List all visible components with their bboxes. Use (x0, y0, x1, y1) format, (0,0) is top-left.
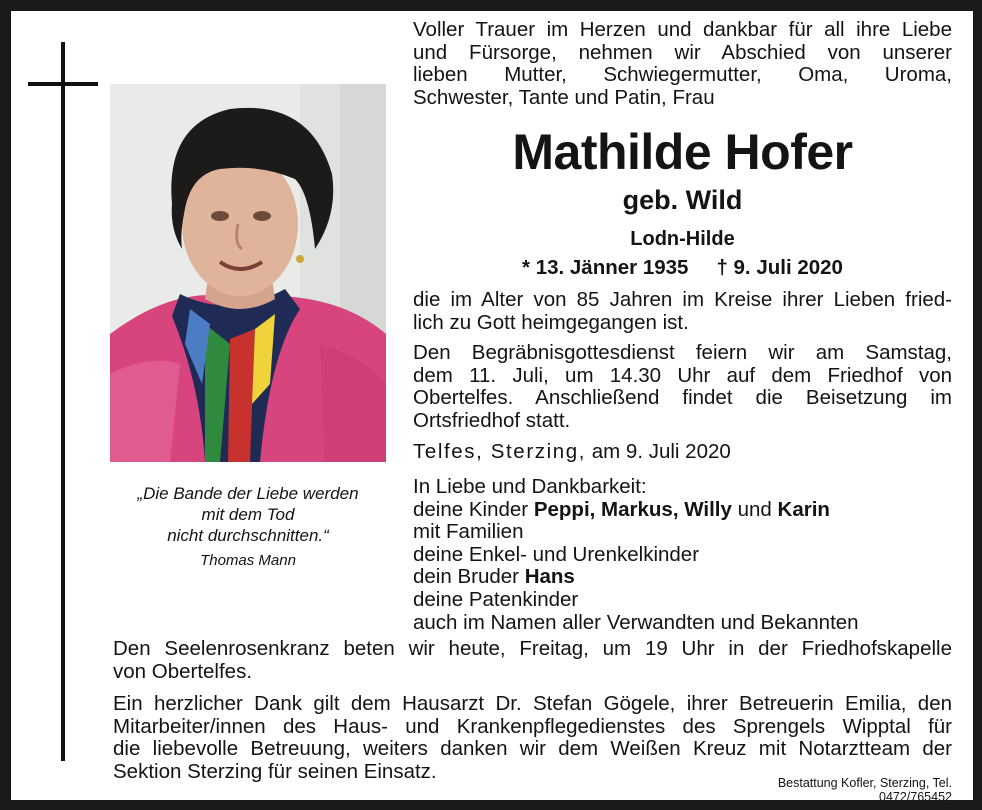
funeral-home-credit: Bestattung Kofler, Sterzing, Tel. 0472/765452 (777, 776, 952, 804)
children-prefix: deine Kinder (413, 497, 529, 521)
birth-date: * 13. Jänner 1935 (522, 256, 689, 279)
funeral-line: Obertelfes. Anschließend findet die Beisetzung im (413, 386, 952, 410)
thanks-line: Ein herzlicher Dank gilt dem Hausarzt Dr. Stefan Gögele, ihrer Betreuerin Emilia, den (113, 692, 952, 715)
rosary-line: Den Seelenrosenkranz beten wir heute, Freitag, um 19 Uhr in der Friedhofskapelle (113, 637, 952, 660)
life-dates (413, 256, 952, 280)
child-name: Willy (684, 497, 732, 521)
rosary-text (113, 638, 952, 683)
funeral-line: Den Begräbnisgottesdienst feiern wir am Samstag, (413, 341, 952, 364)
mourners-children (413, 499, 952, 522)
mourners-relatives: auch im Namen aller Verwandten und Bekannten (413, 610, 859, 634)
birth-name: geb. Wild (622, 185, 743, 215)
passing-line: lich zu Gott heimgegangen ist. (413, 310, 689, 334)
mourners-godchildren: deine Patenkinder (413, 587, 579, 611)
child-name: Peppi, (533, 497, 596, 521)
intro-text (413, 19, 952, 109)
quote-line: „Die Bande der Liebe werden (137, 484, 359, 503)
intro-line: Schwester, Tante und Patin, Frau (413, 85, 715, 109)
intro-line: und Fürsorge, nehmen wir Abschied von unserer (413, 40, 952, 64)
children-and: und (737, 497, 772, 521)
quote-line: nicht durchschnitten.“ (167, 526, 329, 545)
mourners-intro: In Liebe und Dankbarkeit: (413, 475, 647, 498)
place-date (413, 441, 952, 464)
cross-icon-vertical (61, 42, 65, 761)
thanks-line: Sektion Sterzing für seinen Einsatz. (113, 759, 437, 783)
mourners-list (413, 476, 952, 634)
thanks-text (113, 693, 952, 783)
brother-prefix: dein Bruder (413, 565, 519, 589)
cross-icon-horizontal (28, 82, 98, 86)
intro-line: Voller Trauer im Herzen und dankbar für all ihre Liebe (413, 18, 952, 41)
thanks-line: die liebevolle Betreuung, weiters danken wir dem Weißen Kreuz mit Notarztteam der (113, 737, 952, 761)
death-date: † 9. Juli 2020 (716, 256, 843, 279)
mourners-grandchildren: deine Enkel- und Urenkelkinder (413, 542, 700, 566)
place-name: Telfes, Sterzing, (413, 440, 587, 463)
funeral-text (413, 342, 952, 432)
funeral-line: dem 11. Juli, um 14.30 Uhr auf dem Friedhof von (413, 363, 952, 387)
funeral-line: Ortsfriedhof statt. (413, 408, 571, 432)
passing-text (413, 289, 952, 334)
thanks-line: Mitarbeiter/innen des Haus- und Krankenpflegedienstes des Sprengels Wipptal für (113, 714, 952, 738)
brother-name: Hans (524, 565, 575, 589)
child-name: Markus, (601, 497, 679, 521)
quote-author: Thomas Mann (200, 552, 296, 569)
rosary-line: von Obertelfes. (113, 659, 253, 683)
quote-line: mit dem Tod (201, 505, 295, 524)
intro-line: lieben Mutter, Schwiegermutter, Oma, Uroma, (413, 63, 952, 87)
child-name: Karin (777, 497, 830, 521)
portrait-photo (110, 84, 386, 462)
mourners-brother (413, 566, 952, 589)
place-date-value: am 9. Juli 2020 (591, 440, 731, 463)
deceased-name: Mathilde Hofer (512, 124, 853, 180)
passing-line: die im Alter von 85 Jahren im Kreise ihrer Lieben fried- (413, 288, 952, 311)
nickname: Lodn-Hilde (630, 228, 735, 250)
mourners-families: mit Familien (413, 520, 524, 544)
memorial-quote (110, 483, 386, 571)
